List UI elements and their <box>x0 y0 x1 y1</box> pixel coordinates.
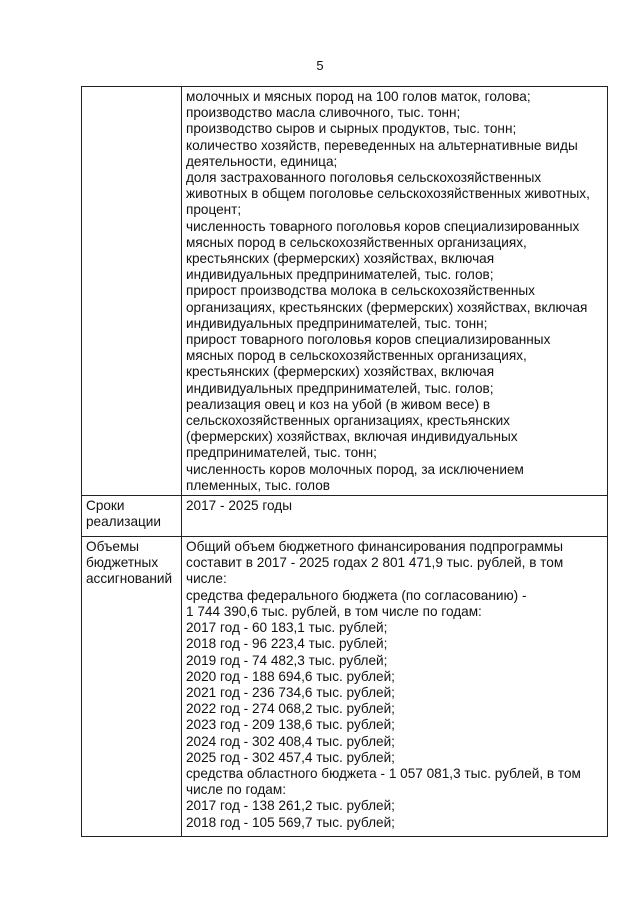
text-line: 2024 год - 302 408,4 тыс. рублей; <box>186 733 395 749</box>
text-line: 2020 год - 188 694,6 тыс. рублей; <box>186 668 395 684</box>
text-line: доля застрахованного поголовья сельскохозяйственных <box>186 170 542 186</box>
row-value-cell <box>182 87 608 496</box>
text-line: 2019 год - 74 482,3 тыс. рублей; <box>186 652 388 668</box>
row-label-cell <box>82 496 182 537</box>
text-line: деятельности, единица; <box>186 153 338 169</box>
row-label-cell <box>82 87 182 496</box>
text-line: 2023 год - 209 138,6 тыс. рублей; <box>186 717 395 733</box>
text-line: крестьянских (фермерских) хозяйствах, включая <box>186 364 495 380</box>
row-label-cell <box>82 537 182 837</box>
text-line: 2018 год - 105 569,7 тыс. рублей; <box>186 814 395 830</box>
table-row <box>82 87 608 496</box>
text-line: производство сыров и сырных продуктов, тыс. тонн; <box>186 121 517 137</box>
text-line: 2017 - 2025 годы <box>186 498 292 514</box>
table-row <box>82 496 608 537</box>
text-line: численность коров молочных пород, за исключением <box>186 461 524 477</box>
row-label-line: реализации <box>86 514 161 530</box>
text-line: производство масла сливочного, тыс. тонн; <box>186 105 461 121</box>
text-line: числе: <box>186 571 227 587</box>
page-number: 5 <box>316 58 324 73</box>
passport-table <box>81 86 608 837</box>
text-line: индивидуальных предпринимателей, тыс. голов; <box>186 267 494 283</box>
row-value-cell <box>182 496 608 537</box>
text-line: крестьянских (фермерских) хозяйствах, включая <box>186 251 495 267</box>
text-line: организациях, крестьянских (фермерских) хозяйствах, включая <box>186 299 588 315</box>
text-line: составит в 2017 - 2025 годах 2 801 471,9 тыс. рублей, в том <box>186 555 564 571</box>
text-line: числе по годам: <box>186 782 286 798</box>
text-line: предпринимателей, тыс. тонн; <box>186 445 377 461</box>
text-line: 2018 год - 96 223,4 тыс. рублей; <box>186 636 388 652</box>
row-label-line: Объемы <box>86 539 140 555</box>
text-line: молочных и мясных пород на 100 голов маток, голова; <box>186 89 531 104</box>
text-line: реализация овец и коз на убой (в живом весе) в <box>186 396 491 412</box>
text-line: сельскохозяйственных организациях, крестьянских <box>186 413 510 429</box>
text-line: численность товарного поголовья коров специализированных <box>186 218 580 234</box>
text-line: количество хозяйств, переведенных на альтернативные виды <box>186 137 578 153</box>
row-label-line: Сроки <box>86 498 125 514</box>
row-value-cell <box>182 537 608 837</box>
text-line: 1 744 390,6 тыс. рублей, в том числе по годам: <box>186 603 482 619</box>
text-line: прирост производства молока в сельскохозяйственных <box>186 283 535 299</box>
row-label-line: ассигнований <box>86 571 173 587</box>
text-line: прирост товарного поголовья коров специализированных <box>186 332 551 348</box>
row-label-line: бюджетных <box>86 555 159 571</box>
text-line: 2022 год - 274 068,2 тыс. рублей; <box>186 701 395 717</box>
text-line: индивидуальных предпринимателей, тыс. голов; <box>186 380 494 396</box>
text-line: мясных пород в сельскохозяйственных организациях, <box>186 348 527 364</box>
text-line: (фермерских) хозяйствах, включая индивидуальных <box>186 429 518 445</box>
text-line: 2025 год - 302 457,4 тыс. рублей; <box>186 749 395 765</box>
text-line: средства областного бюджета - 1 057 081,3 тыс. рублей, в том <box>186 765 581 781</box>
text-line: 2021 год - 236 734,6 тыс. рублей; <box>186 684 395 700</box>
text-line: процент; <box>186 202 242 218</box>
text-line: животных в общем поголовье сельскохозяйственных животных, <box>186 186 590 202</box>
text-line: Общий объем бюджетного финансирования подпрограммы <box>186 539 563 555</box>
text-line: 2017 год - 138 261,2 тыс. рублей; <box>186 798 395 814</box>
table-row <box>82 537 608 837</box>
text-line: индивидуальных предпринимателей, тыс. тонн; <box>186 315 488 331</box>
text-line: 2017 год - 60 183,1 тыс. рублей; <box>186 620 388 636</box>
text-line: мясных пород в сельскохозяйственных организациях, <box>186 234 527 250</box>
text-line: средства федерального бюджета (по согласованию) - <box>186 587 527 603</box>
text-line: племенных, тыс. голов <box>186 477 331 493</box>
